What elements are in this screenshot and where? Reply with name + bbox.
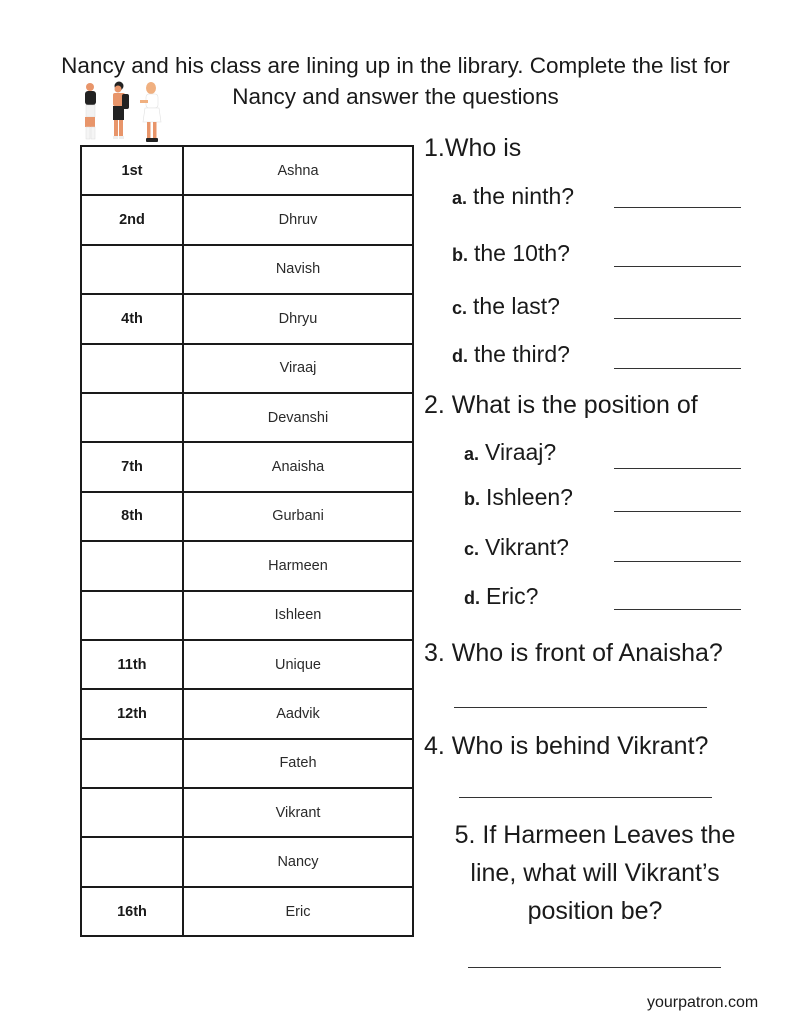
answer-blank-2c[interactable]: [614, 561, 741, 562]
position-cell[interactable]: 11th: [81, 640, 183, 689]
answer-blank-1b[interactable]: [614, 266, 741, 267]
question-5: [420, 816, 770, 930]
question-5-line-1: 5. If Harmeen Leaves the: [454, 821, 736, 849]
question-1c: [452, 293, 560, 320]
name-cell: Ishleen: [183, 591, 413, 640]
table-row: [81, 739, 413, 788]
answer-blank-2a[interactable]: [614, 468, 741, 469]
item-label: b.: [464, 489, 480, 509]
item-label: b.: [452, 245, 468, 265]
item-text: the third?: [474, 341, 570, 367]
question-5-line-2: line, what will Vikrant’s: [470, 859, 720, 887]
position-cell-blank[interactable]: [81, 591, 183, 640]
name-cell: Harmeen: [183, 541, 413, 590]
table-row: [81, 294, 413, 343]
position-cell-blank[interactable]: [81, 393, 183, 442]
table-row: [81, 442, 413, 491]
name-cell: Nancy: [183, 837, 413, 886]
position-cell-blank[interactable]: [81, 837, 183, 886]
title-line-2: Nancy and answer the questions: [232, 84, 559, 109]
item-text: Vikrant?: [485, 534, 569, 560]
answer-blank-5[interactable]: [468, 967, 721, 968]
table-row: [81, 245, 413, 294]
question-2c: [464, 534, 569, 561]
table-row: [81, 541, 413, 590]
name-cell: Dhruv: [183, 195, 413, 244]
question-3: 3. Who is front of Anaisha?: [424, 639, 723, 667]
table-row: [81, 591, 413, 640]
question-2d: [464, 583, 538, 610]
name-cell: Fateh: [183, 739, 413, 788]
question-2a: [464, 439, 556, 466]
question-1d: [452, 341, 570, 368]
item-text: Eric?: [486, 583, 539, 609]
position-cell-blank[interactable]: [81, 245, 183, 294]
position-cell[interactable]: 16th: [81, 887, 183, 936]
position-cell[interactable]: 2nd: [81, 195, 183, 244]
item-label: a.: [452, 188, 468, 208]
line-order-table: [80, 145, 414, 937]
children-in-line-icon: [76, 80, 168, 144]
name-cell: Ashna: [183, 146, 413, 195]
answer-blank-4[interactable]: [459, 797, 712, 798]
item-text: Viraaj?: [485, 439, 557, 465]
item-label: c.: [464, 539, 480, 559]
name-cell: Aadvik: [183, 689, 413, 738]
item-text: the last?: [473, 293, 560, 319]
position-cell[interactable]: 12th: [81, 689, 183, 738]
item-label: c.: [452, 298, 468, 318]
answer-blank-1c[interactable]: [614, 318, 741, 319]
item-label: a.: [464, 444, 480, 464]
question-1-heading: 1.Who is: [424, 134, 522, 162]
position-cell-blank[interactable]: [81, 788, 183, 837]
name-cell: Unique: [183, 640, 413, 689]
name-cell: Eric: [183, 887, 413, 936]
item-text: Ishleen?: [486, 484, 573, 510]
table-row: [81, 393, 413, 442]
table-row: [81, 788, 413, 837]
name-cell: Devanshi: [183, 393, 413, 442]
name-cell: Anaisha: [183, 442, 413, 491]
question-4: 4. Who is behind Vikrant?: [424, 732, 709, 760]
position-cell[interactable]: 4th: [81, 294, 183, 343]
name-cell: Vikrant: [183, 788, 413, 837]
position-cell[interactable]: 7th: [81, 442, 183, 491]
answer-blank-1d[interactable]: [614, 368, 741, 369]
title-line-1: Nancy and his class are lining up in the library. Complete the list for: [61, 53, 730, 78]
table-row: [81, 689, 413, 738]
footer-watermark: yourpatron.com: [647, 994, 759, 1011]
answer-blank-2b[interactable]: [614, 511, 741, 512]
table-row: [81, 146, 413, 195]
item-text: the 10th?: [474, 240, 570, 266]
position-cell-blank[interactable]: [81, 344, 183, 393]
name-cell: Dhryu: [183, 294, 413, 343]
answer-blank-1a[interactable]: [614, 207, 741, 208]
name-cell: Navish: [183, 245, 413, 294]
position-cell[interactable]: 8th: [81, 492, 183, 541]
item-label: d.: [452, 346, 468, 366]
question-2b: [464, 484, 573, 511]
table-row: [81, 837, 413, 886]
table-row: [81, 887, 413, 936]
question-1a: [452, 183, 574, 210]
table-row: [81, 344, 413, 393]
name-cell: Gurbani: [183, 492, 413, 541]
position-cell-blank[interactable]: [81, 541, 183, 590]
table-row: [81, 492, 413, 541]
table-row: [81, 640, 413, 689]
question-5-line-3: position be?: [527, 897, 663, 925]
position-cell[interactable]: 1st: [81, 146, 183, 195]
position-cell-blank[interactable]: [81, 739, 183, 788]
answer-blank-3[interactable]: [454, 707, 707, 708]
answer-blank-2d[interactable]: [614, 609, 741, 610]
question-2-heading: 2. What is the position of: [424, 391, 698, 419]
item-text: the ninth?: [473, 183, 575, 209]
question-1b: [452, 240, 570, 267]
name-cell: Viraaj: [183, 344, 413, 393]
table-row: [81, 195, 413, 244]
item-label: d.: [464, 588, 480, 608]
